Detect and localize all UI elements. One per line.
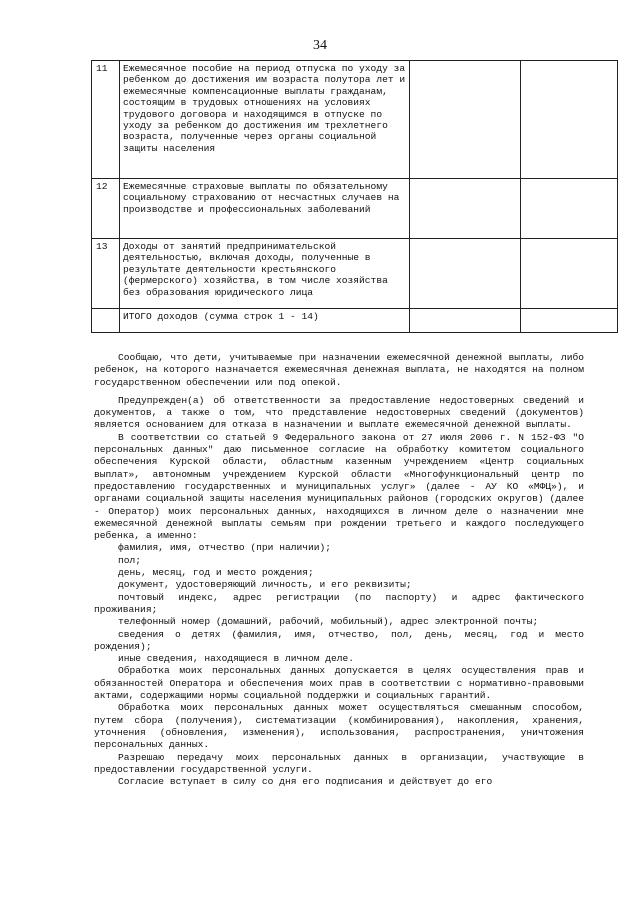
value-cell[interactable] — [521, 61, 618, 179]
row-description: Ежемесячные страховые выплаты по обязательному социальному страхованию от несчастных случаев на производстве и профессиональных заболеваний — [120, 179, 410, 239]
paragraph-processing-purpose: Обработка моих персональных данных допускается в целях осуществления прав и обязанностей Оператора и обеспечения моих прав в соответствии с нормативно-правовыми актами, содержащими нормы социальной поддержки и социальных гарантий. — [94, 665, 584, 702]
row-number: 13 — [92, 239, 120, 309]
table-row — [92, 179, 618, 239]
list-item: документ, удостоверяющий личность, и его реквизиты; — [118, 579, 412, 591]
total-label: ИТОГО доходов (сумма строк 1 - 14) — [120, 309, 410, 333]
row-number: 12 — [92, 179, 120, 239]
list-item: иные сведения, находящиеся в личном деле. — [118, 653, 355, 665]
row-description: Доходы от занятий предпринимательской деятельностью, включая доходы, полученные в результате деятельности крестьянского (фермерского) хозяйства, в том числе хозяйства без образования юридического лица — [120, 239, 410, 309]
consent-text — [94, 352, 584, 788]
page-number: 34 — [313, 38, 327, 53]
value-cell[interactable] — [521, 309, 618, 333]
value-cell[interactable] — [410, 309, 521, 333]
paragraph-warning: Предупрежден(а) об ответственности за предоставление недостоверных сведений и документов, а также о том, что представление недостоверных сведений (документов) является основанием для отказа в назначении и выплате ежемесячной денежной выплаты. — [94, 394, 584, 431]
paragraph-children-statement: Сообщаю, что дети, учитываемые при назначении ежемесячной денежной выплаты, либо ребенок, на которого назначается ежемесячная денежная выплата, не находятся на полном государственном обеспечении или под опекой. — [94, 352, 584, 388]
value-cell[interactable] — [410, 239, 521, 309]
list-item: фамилия, имя, отчество (при наличии); — [118, 542, 332, 554]
row-description: Ежемесячное пособие на период отпуска по уходу за ребенком до достижения им возраста полутора лет и ежемесячные компенсационные выплаты гражданам, состоящим в трудовых отношениях на условиях трудового договора и находящимся в отпуске по уходу за ребенком до достижения им трехлетнего возраста, полученные через органы социальной защиты населения — [120, 61, 410, 179]
list-item: почтовый индекс, адрес регистрации (по паспорту) и адрес фактического проживания; — [94, 591, 584, 615]
list-item: телефонный номер (домашний, рабочий, мобильный), адрес электронной почты; — [118, 616, 539, 628]
value-cell[interactable] — [521, 239, 618, 309]
paragraph-consent: В соответствии со статьей 9 Федерального закона от 27 июля 2006 г. N 152-ФЗ "О персональных данных" даю письменное согласие на обработку комитетом социального обеспечения Курской области, областным казенным учреждением «Центр социальных выплат», автономным учреждением Курской области «Многофункциональный центр по предоставлению государственных и муниципальных услуг» (далее - АУ КО «МФЦ»), и органами социальной защиты населения муниципальных районов (городских округов) (далее - Оператор) моих персональных данных, находящихся в личном деле о назначении мне ежемесячной денежной выплаты семьям при рождении третьего и каждого последующего ребенка, а именно: — [94, 431, 584, 542]
list-item: пол; — [118, 554, 142, 566]
table-row — [92, 61, 618, 179]
table-row — [92, 239, 618, 309]
paragraph-consent-validity: Согласие вступает в силу со дня его подписания и действует до его — [118, 776, 493, 788]
list-item: сведения о детях (фамилия, имя, отчество, пол, день, месяц, год и место рождения); — [94, 628, 584, 652]
paragraph-transfer-permission: Разрешаю передачу моих персональных данных в организации, участвующие в предоставлении государственной услуги. — [94, 751, 584, 775]
list-item: день, месяц, год и место рождения; — [118, 567, 314, 579]
paragraph-processing-method: Обработка моих персональных данных может осуществляться смешанным способом, путем сбора (получения), систематизации (комбинирования), накопления, хранения, уточнения (обновления, изменения), использования, распространения, уничтожения персональных данных. — [94, 702, 584, 751]
row-number — [92, 309, 120, 333]
value-cell[interactable] — [521, 179, 618, 239]
row-number: 11 — [92, 61, 120, 179]
value-cell[interactable] — [410, 61, 521, 179]
value-cell[interactable] — [410, 179, 521, 239]
table-row-total — [92, 309, 618, 333]
income-table — [91, 60, 618, 333]
